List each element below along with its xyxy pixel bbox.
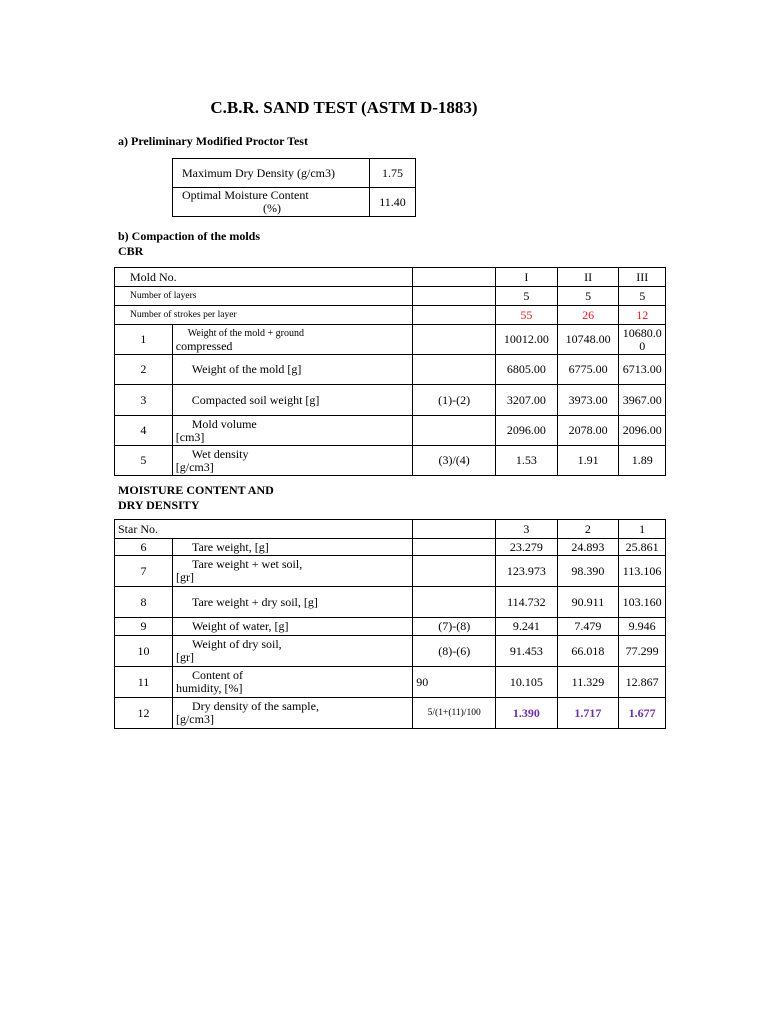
row-label: Tare weight + dry soil, [g] (172, 587, 412, 618)
row-value: 6775.00 (557, 355, 619, 385)
row-label: Compacted soil weight [g] (172, 385, 413, 416)
row-label: Weight of the mold + ground compressed (172, 325, 413, 355)
row-number: 1 (115, 325, 173, 355)
row-formula: (1)-(2) (413, 385, 496, 416)
row-formula (413, 355, 496, 385)
section-b-heading: b) Compaction of the molds CBR (118, 229, 261, 258)
table-row (115, 325, 666, 355)
table-row (115, 287, 666, 306)
row-value: 12.867 (619, 667, 666, 698)
row-label: Weight of the mold [g] (172, 355, 413, 385)
table-row (115, 355, 666, 385)
row-value: 91.453 (496, 636, 558, 667)
row-label: Dry density of the sample, [g/cm3] (172, 698, 412, 729)
row-value: 114.732 (496, 587, 558, 618)
row-value: 6805.00 (496, 355, 558, 385)
table-row (115, 520, 666, 539)
row-formula (413, 416, 496, 446)
row-number: 7 (115, 556, 173, 587)
row-value: 90.911 (557, 587, 618, 618)
row-value: 10.105 (496, 667, 558, 698)
row-value: 3967.00 (619, 385, 666, 416)
row-value: 2078.00 (557, 416, 619, 446)
row-value: 3207.00 (496, 385, 558, 416)
row-number: 11 (115, 667, 173, 698)
row-value: 24.893 (557, 539, 618, 556)
optimal-moisture-label: Optimal Moisture Content (%) (173, 188, 370, 217)
row-value: 123.973 (496, 556, 558, 587)
row-number: 3 (115, 385, 173, 416)
row-number: 6 (115, 539, 173, 556)
strokes-value: 12 (619, 306, 666, 325)
row-formula (413, 556, 496, 587)
mold-col-3: III (619, 268, 666, 287)
row-formula: 5/(1+(11)/100 (413, 698, 496, 729)
row-value: 1.89 (619, 446, 666, 476)
row-formula: 90 (413, 667, 496, 698)
row-value: 3973.00 (557, 385, 619, 416)
optimal-moisture-value: 11.40 (370, 188, 416, 217)
table-row (115, 667, 666, 698)
strokes-value: 55 (496, 306, 558, 325)
row-value: 66.018 (557, 636, 618, 667)
row-value: 23.279 (496, 539, 558, 556)
table-row (115, 556, 666, 587)
table-row (173, 159, 416, 188)
row-label: Wet density [g/cm3] (172, 446, 413, 476)
row-number: 12 (115, 698, 173, 729)
row-value: 1.53 (496, 446, 558, 476)
row-label: Mold volume [cm3] (172, 416, 413, 446)
table-row (115, 306, 666, 325)
star-col: 1 (619, 520, 666, 539)
row-number: 5 (115, 446, 173, 476)
star-no-label: Star No. (115, 520, 413, 539)
dry-density-value: 1.717 (557, 698, 618, 729)
row-value: 77.299 (619, 636, 666, 667)
row-label: Weight of dry soil, [gr] (172, 636, 412, 667)
layers-value: 5 (619, 287, 666, 306)
row-value: 2096.00 (496, 416, 558, 446)
row-label: Weight of water, [g] (172, 618, 412, 636)
row-value: 1.91 (557, 446, 619, 476)
row-label: Content of humidity, [%] (172, 667, 412, 698)
mold-col-2: II (557, 268, 619, 287)
row-value: 25.861 (619, 539, 666, 556)
table-row (115, 698, 666, 729)
row-number: 2 (115, 355, 173, 385)
dry-density-value: 1.390 (496, 698, 558, 729)
row-formula: (7)-(8) (413, 618, 496, 636)
row-formula (413, 539, 496, 556)
table-row (115, 268, 666, 287)
section-c-heading: MOISTURE CONTENT AND DRY DENSITY (118, 483, 274, 512)
table-row (115, 446, 666, 476)
row-value: 10680.00 (619, 325, 666, 355)
row-value: 11.329 (557, 667, 618, 698)
table-row (115, 416, 666, 446)
row-number: 4 (115, 416, 173, 446)
row-number: 9 (115, 618, 173, 636)
row-formula (413, 587, 496, 618)
row-value: 9.946 (619, 618, 666, 636)
row-value: 7.479 (557, 618, 618, 636)
star-col: 3 (496, 520, 558, 539)
row-label: Tare weight + wet soil, [gr] (172, 556, 412, 587)
row-formula: (3)/(4) (413, 446, 496, 476)
row-label: Tare weight, [g] (172, 539, 412, 556)
layers-value: 5 (557, 287, 619, 306)
row-value: 10748.00 (557, 325, 619, 355)
table-row (115, 385, 666, 416)
section-a-heading: a) Preliminary Modified Proctor Test (118, 134, 308, 148)
dry-density-value: 1.677 (619, 698, 666, 729)
max-dry-density-value: 1.75 (370, 159, 416, 188)
table-row (115, 636, 666, 667)
layers-label: Number of layers (115, 287, 413, 306)
row-value: 10012.00 (496, 325, 558, 355)
mold-col-1: I (496, 268, 558, 287)
max-dry-density-label: Maximum Dry Density (g/cm3) (173, 159, 370, 188)
table-row (115, 539, 666, 556)
row-value: 9.241 (496, 618, 558, 636)
row-value: 113.106 (619, 556, 666, 587)
row-value: 103.160 (619, 587, 666, 618)
page-title: C.B.R. SAND TEST (ASTM D-1883) (210, 98, 478, 117)
row-value: 2096.00 (619, 416, 666, 446)
mold-no-label: Mold No. (115, 268, 413, 287)
row-number: 10 (115, 636, 173, 667)
strokes-value: 26 (557, 306, 619, 325)
row-formula (413, 325, 496, 355)
row-value: 98.390 (557, 556, 618, 587)
table-row (115, 587, 666, 618)
strokes-label: Number of strokes per layer (115, 306, 413, 325)
row-value: 6713.00 (619, 355, 666, 385)
star-col: 2 (557, 520, 618, 539)
table-row (115, 618, 666, 636)
proctor-table (172, 158, 416, 217)
row-number: 8 (115, 587, 173, 618)
compaction-table (114, 267, 666, 476)
layers-value: 5 (496, 287, 558, 306)
table-row (173, 188, 416, 217)
row-formula: (8)-(6) (413, 636, 496, 667)
moisture-table (114, 519, 666, 729)
